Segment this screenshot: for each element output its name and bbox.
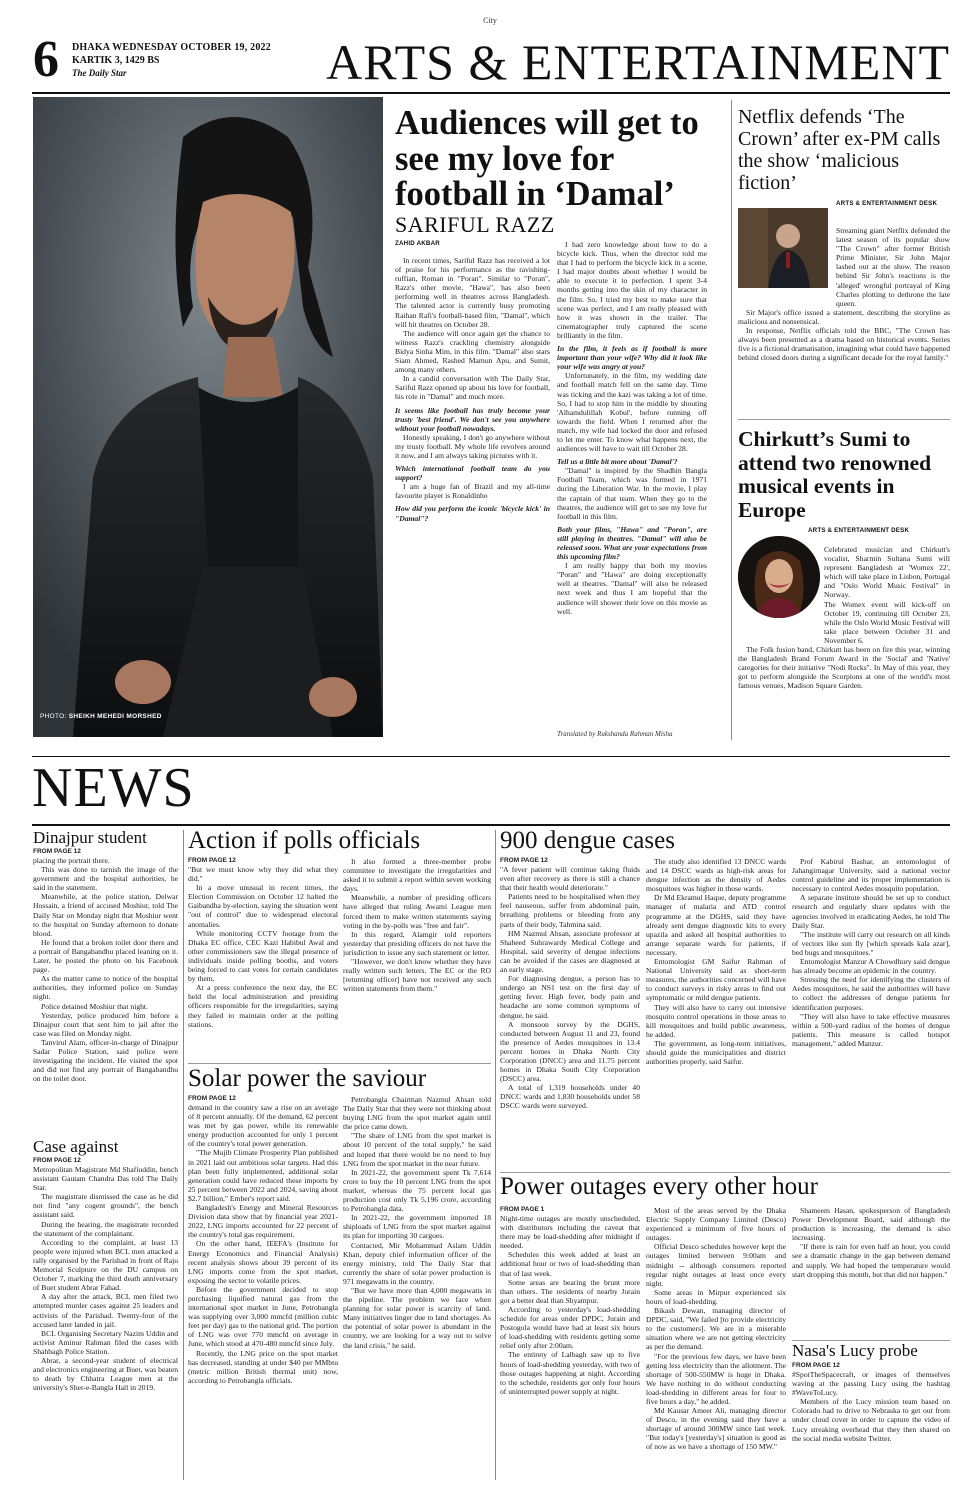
damal-para: "Damal" is inspired by the Shadhin Bangla Football Team, which was formed in 1971 during the Liberation War. In the movie, I play the captain of that team. When they go to the theatres, the audience will get to see my love for football in this film. — [557, 466, 707, 521]
news-para: Entomologist GM Saifur Rahman of National University said as short-term measures, the authorities concerned will have to conduct surveys in risky areas to find out symptomatic or mild dengue patients. — [646, 957, 786, 1003]
news-para: Yesterday, police produced him before a Dinajpur court that sent him to jail after the case was filed on Monday night. — [33, 1010, 178, 1038]
solar-body-col1 — [188, 1095, 338, 1480]
photo-credit — [40, 713, 162, 720]
news-para: According to yesterday's load-shedding schedule for areas under DPDC, Jurain and Postogola would have had at least six hours of load-shedding with residents getting some relief only after 2:00am. — [500, 1304, 640, 1351]
news-para: Police detained Moshiur that night. — [41, 1001, 148, 1011]
dengue-body-col3 — [792, 857, 950, 1167]
news-para: Members of the Lucy mission team based on Colorado had to drive to Nebraska to get out from under cloud cover in order to capture the video of Lucy streaking overhead that they then shared on the social media website Twitter. — [792, 1397, 950, 1443]
news-para: Official Desco schedules however kept the outages limited between 9:00am and midnight -- although consumers reported regular night outages at least once every night. — [646, 1242, 786, 1288]
news-para: Shameem Hasan, spokesperson of Bangladesh Power Development Board, said although the production is increasing, the demand is also increasing. — [792, 1206, 950, 1243]
damal-col1 — [395, 256, 550, 742]
section-title: ARTS & ENTERTAINMENT — [326, 34, 950, 90]
news-para: #SpotTheSpacecraft, or images of themselves waving at the passing Lucy using the hashtag #WaveToLucy. — [792, 1370, 950, 1398]
news-para: "If there is rain for even half an hour, you could see a dramatic change in the gap between demand and supply. We had hoped the temperature would start dropping this month, but that did not happen." — [792, 1242, 950, 1279]
solar-title: Solar power the saviour — [188, 1065, 427, 1092]
news-para: Tanvirul Alam, officer-in-charge of Dinajpur Sadar Police Station, said police were investigating the incident. He visited the spot and did not find any portrait of Bangabandhu on the toilet door. — [33, 1037, 178, 1084]
news-para: A monsoon survey by the DGHS, conducted between August 11 and 23, found the presence of Aedes mosquitoes in 13.4 percent homes in Dhaka North City Corporation (DNCC) area and 11.75 percent homes in Dhaka South City Corporation (DSCC) area. — [500, 1019, 640, 1084]
news-para: Md Kausar Ameer Ali, managing director of Desco, in the evening said they have a shortage of around 300MW since last week. "But today's [yesterday's] situation is good as of now as we have a shortage of 150 MW." — [646, 1406, 786, 1452]
dinajpur-body — [33, 848, 178, 1130]
feature-photo — [33, 97, 383, 737]
from-page: FROM PAGE 1 — [500, 1206, 545, 1213]
news-para: The government, as long-term initiatives, should guide the municipalities and district authorities properly, said Saifur. — [646, 1038, 786, 1067]
column-divider — [183, 830, 184, 1480]
damal-subject: SARIFUL RAZZ — [395, 212, 555, 237]
solar-body-col2 — [343, 1095, 491, 1480]
news-para: "The share of LNG from the spot market is about 10 percent of the total supply," he said and hoped that there would be no need to buy LNG from the spot market in the near future. — [343, 1131, 491, 1168]
damal-para: Unfortunately, in the film, my wedding date and football match fell on the same day. Time was ticking and the kazi was taking a lot of time. So, I had to stop him in the middle by shouting 'Alhamdulillah Kobul', before running off towards the field. When I returned after the match, my wife had locked the door and refused to let me enter. To know what happens next, the audiences will have to wait till October 28. — [557, 371, 707, 454]
polls-body-col1 — [188, 857, 338, 1057]
case-body — [33, 1157, 178, 1477]
damal-question: It seems like football has truly become your trusty 'best friend'. We don't see you anywhere without your football nowadays. — [395, 405, 550, 433]
sumi-para: The Womex event will kick-off on October 19, continuing till October 23, while the Oslo World Music Festival will take place between October 31 and November 6. — [824, 599, 950, 645]
news-para: Meanwhile, a number of presiding officers have alleged that ruling Awami League men forced them to make written statements saying voting in the by-polls was "free and fair". — [343, 893, 491, 930]
damal-headline: Audiences will get to see my love for football in ‘Damal’ — [395, 104, 699, 213]
news-para: Entomologist Manzur A Chowdhury said dengue has already become an epidemic in the country. — [792, 957, 950, 976]
news-para: placing the portrait there. — [33, 856, 110, 865]
news-section-title: NEWS — [32, 757, 195, 819]
actor-portrait-illustration — [33, 97, 383, 737]
news-para: demand in the country saw a rise on an average of 8 percent annually. Of the demand, 62 percent was met by gas power, while its renewable energy production accounted for only 1 percent of the country's total power generation. — [188, 1103, 338, 1149]
column-divider — [731, 100, 732, 740]
from-page: FROM PAGE 12 — [188, 857, 236, 864]
news-para: Meanwhile, at the police station, Delwar Hossain, a friend of accused Moshiur, told The Daily Star on Monday night that Moshiur went to the hospital on Sunday afternoon to donate blood. — [33, 892, 178, 938]
netflix-para: Sir Major's office issued a statement, describing the storyline as malicious and nonsensical. — [738, 307, 950, 326]
news-para: Night-time outages are mostly unscheduled, with distributors including the caveat that there may be load-shedding after midnight if needed. — [500, 1214, 640, 1251]
damal-col2 — [557, 240, 707, 730]
column-divider — [495, 830, 496, 1480]
damal-question: In the film, it feels as if football is more important than your wife? Why did it look like your wife was angry at you? — [557, 344, 707, 372]
news-para: Most of the areas served by the Dhaka Electric Supply Company Limited (Desco) experienced a minimum of five hours of outages. — [646, 1206, 786, 1243]
news-para: "They will also have to take effective measures within a 500-yard radius of the homes of dengue patients. This measure is called hotspot management," added Manzur. — [792, 1011, 950, 1048]
power-body-col3 — [792, 1206, 950, 1334]
news-para: Patients need to be hospitalised when they feel nauseous, suffer from abdominal pain, breathing problems or bleeding from any parts of their body, Tahmina said. — [500, 892, 640, 929]
masthead-rule — [32, 92, 950, 94]
polls-title: Action if polls officials — [188, 827, 421, 854]
news-para: At a press conference the next day, the EC held the local administration and presiding officers responsible for the irregularities, saying they failed to maintain order at the polling stations. — [188, 983, 338, 1029]
news-para: "A fever patient will continue taking fluids even after recovery as there is still a chance that their health would deteriorate." — [500, 865, 640, 893]
news-para: Before the government decided to stop purchasing liquified natural gas from the international spot market in June, Petrobangla was supplying over 3,000 mmcfd (million cubic feet per day) gas to the national grid. The portion of LNG was over 770 mmcfd on average in June, which stood at 470-480 mmcfd since July. — [188, 1284, 338, 1349]
news-para: Some areas are bearing the brunt more than others. The residents of nearby Jurain got a better deal than Shyampur. — [500, 1277, 640, 1305]
damal-question: Tell us a little bit more about 'Damal'? — [557, 457, 678, 467]
damal-para: Honestly speaking, I don't go anywhere without my trusty football. My whole life revolves around it now, and I am always taking pictures with it. — [395, 432, 550, 460]
news-para: A separate institute should be set up to conduct research and regularly share updates with the agencies involved in eradicating Aedes, he told The Daily Star. — [792, 893, 950, 930]
power-title: Power outages every other hour — [500, 1173, 818, 1200]
news-para: While monitoring CCTV footage from the Dhaka EC office, CEC Kazi Habibul Awal and other commissioners saw the illegal presence of individuals inside polling booths, and voters being forced to cast votes for certain candidates by them. — [188, 928, 338, 984]
sumi-para: The Folk fusion band, Chirkutt has been on fire this year, winning the Bangladesh Brand Forum Award in the 'Social' and 'Native' categories for their initiative "Nodi Rocks". In May of this year, they got to perform alongside the Scorpions at one of the world's most famous venues, Madison Square Garden. — [738, 645, 950, 691]
news-para: Recently, the LNG price on the spot market has decreased, standing at under $40 per MMbtu (metric million British thermal unit) now, according to Petrobangla officials. — [188, 1348, 338, 1385]
damal-para: I am a huge fan of Brazil and my all-time favourite player is Ronaldinho — [395, 482, 550, 501]
paper-name: The Daily Star — [72, 68, 127, 78]
damal-question: Which international football team do you support? — [395, 464, 550, 483]
news-para: Petrobangla Chairman Nazmul Ahsan told The Daily Star that they were not thinking about buying LNG from the spot market again until the price came down. — [343, 1095, 491, 1132]
damal-para: I had zero knowledge about how to do a bicycle kick. Thus, when the director told me that I had to perform the bicycle kick in a scene, I had major doubts about whether I would be able to execute it to perfection. I spent 3-4 months getting into the skin of my character in the film. So, I tried my best to make sure that scene was perfect, and I am really pleased with how it was shown in the trailer. The cinematographer truly captured the scene brilliantly in the film. — [557, 240, 707, 340]
news-para: For diagnosing dengue, a person has to undergo an NS1 test on the first day of getting fever. High fever, body pain and headache are some common symptoms of dengue, he said. — [500, 974, 640, 1020]
news-para: The entirety of Lalbagh saw up to five hours of load-shedding yesterday, with two of those outages happening at night. According to the schedule, residents got only four hours of uninterrupted power supply at night. — [500, 1350, 640, 1396]
news-para: Stressing the need for identifying the clusters of Aedes mosquitoes, he said the authorities will have to collect the addresses of dengue patients for identification purposes. — [792, 975, 950, 1012]
news-para: Dr Md Ekramul Haque, deputy programme manager of malaria and ATD control programme at the DGHS, said they have already sent dengue diagnostic kits to every upazila and asked all hospital authorities to arrange separate wards for patients, if necessary. — [646, 893, 786, 957]
news-para: "The institute will carry out research on all kinds of vectors like sun fly [which spreads kala azar], bed bugs and mosquitoes." — [792, 929, 950, 957]
from-page: FROM PAGE 12 — [33, 1157, 81, 1164]
dengue-body-col2 — [646, 857, 786, 1167]
from-page: FROM PAGE 12 — [188, 1095, 236, 1102]
news-para: This was done to tarnish the image of the government and the hospital authorities, he said in the statement. — [33, 865, 178, 893]
damal-translator: Translated by Rukshanda Rahman Misha — [557, 730, 673, 738]
sumi-headline: Chirkutt’s Sumi to attend two renowned musical events in Europe — [738, 427, 932, 522]
damal-question: How did you perform the iconic 'bicycle kick' in "Damal"? — [395, 504, 550, 523]
news-para: "But we have more than 4,000 megawatts in the pipeline. The problem we face when planning for solar power is scarcity of land. Many initiatives linger due to land shortages. As the potential of solar power is abundant in the country, we are looking for a way out to solve the land crisis," he said. — [343, 1285, 491, 1350]
polls-body-col2 — [343, 857, 491, 1057]
news-para: Bikash Dewan, managing director of DPDC, said, "We failed [to provide electricity to the customers]. We are in a miserable situation where we are not getting electricity as per the demand. — [646, 1306, 786, 1352]
news-para: HM Nazmul Ahsan, associate professor at Shaheed Suhrawardy Medical College and Hospital, said severity of dengue infections can be avoided if the cases are diagnosed at an early stage. — [500, 928, 640, 975]
netflix-para: In response, Netflix officials told the BBC, "The Crown has always been presented as a drama based on historical events. Series five is a fictional dramatisation, imagining what could have happened behind closed doors during a significant decade for the royal family." — [738, 326, 950, 363]
netflix-divider — [738, 419, 950, 420]
news-para: "For the previous few days, we have been getting less electricity than the allotment. The shortage of 500-550MW is huge in Dhaka. We have nothing to do without conducting load-shedding in different areas for four to five hours a day," he added. — [646, 1351, 786, 1406]
news-rule — [32, 824, 950, 826]
page-number: 6 — [33, 31, 59, 88]
photo-credit-name: SHEIKH MEHEDI MORSHED — [68, 713, 162, 720]
from-page: FROM PAGE 12 — [792, 1362, 840, 1369]
story-divider — [188, 1063, 491, 1064]
power-body-col2 — [646, 1206, 786, 1484]
news-para: In this regard, Alamgir told reporters yesterday that presiding officers do not have the jurisdiction to issue any such statement or letter. — [343, 929, 491, 957]
bangla-date: KARTIK 3, 1429 BS — [72, 55, 160, 66]
from-page: FROM PAGE 12 — [33, 848, 81, 855]
news-para: In 2021-22, the government imported 18 shiploads of LNG from the spot market against its plan for importing 30 cargoes. — [343, 1213, 491, 1241]
netflix-headline: Netflix defends ‘The Crown’ after ex-PM calls the show ‘malicious fiction’ — [738, 106, 941, 194]
netflix-para: Streaming giant Netflix defended the latest season of its popular show "The Crown" after former British Prime Minister, Sir John Major lashed out at the show. The reason behind Sir John's reactions is the 'alleged' wrongful portrayal of King Charles plotting to dethrone the late queen. — [836, 226, 950, 308]
damal-question: Both your films, "Hawa" and "Poran", are still playing in theatres. "Damal" will also be released soon. What are your expectations from this upcoming film? — [557, 524, 707, 562]
from-page: FROM PAGE 12 — [500, 857, 548, 864]
news-para: Prof Kabirul Bashar, an entomologist of Jahangirnagar University, said a national vector control guideline and its proper implementation is necessary to control Aedes mosquito population. — [792, 857, 950, 894]
news-para: "But we must know why they did what they did." — [188, 865, 338, 884]
nasa-body — [792, 1362, 950, 1482]
dengue-title: 900 dengue cases — [500, 827, 675, 854]
netflix-body — [738, 226, 950, 411]
sumi-para: Celebrated musician and Chirkutt's vocalist, Sharmin Sultana Sumi will represent Bangladesh at 'Womex 22', which will take place in Lisbon, Portugal and "Oslo World Music Festival" in Norway. — [824, 545, 950, 600]
news-para: In a move unusual in recent times, the Election Commission on October 12 halted the Gaibandha by-election, saying the situation went "out of control" due to widespread electoral anomalies. — [188, 883, 338, 929]
photo-credit-label: PHOTO: — [40, 713, 67, 720]
netflix-desk: ARTS & ENTERTAINMENT DESK — [836, 200, 938, 207]
news-para: A day after the attack, BCL men filed two attempted murder cases against 25 leaders and activists of the Parishad. Twenty-four of the accused later landed in jail. — [33, 1292, 178, 1329]
damal-para: The audience will once again get the chance to witness Razz's crackling chemistry alongside Bidya Sinha Mim, in this film. "Damal" also stars Siam Ahmed, Rashed Mamun Apu, and Sumit, among many others. — [395, 328, 550, 375]
dengue-body-col1 — [500, 857, 640, 1167]
sumi-desk: ARTS & ENTERTAINMENT DESK — [808, 527, 910, 534]
damal-para: In a candid conversation with The Daily Star, Sariful Razz opened up about his love for football, his role in "Damal" and much more. — [395, 374, 550, 402]
news-para: "The Mujib Climate Prosperity Plan published in 2021 laid out ambitious solar targets. Had this plan been fully implemented, additional solar generation could have reduced these imports by 25 percent between 2022 and 2024, saving about $2.7 billion," Ember's report said. — [188, 1148, 338, 1203]
news-para: In 2021-22, the government spent Tk 7,614 crore to buy the 10 percent LNG from the spot market, whereas the 75 percent local gas production cost only Tk 5,196 crore, according to Petrobangla data. — [343, 1167, 491, 1214]
power-body-col1 — [500, 1206, 640, 1484]
news-para: A total of 1,319 households under 40 DNCC wards and 1,830 households under 58 DSCC wards were surveyed. — [500, 1083, 640, 1111]
news-para: Metropolitan Magistrate Md Shafiuddin, bench assistant Gautam Chandra Das told The Daily Star. — [33, 1165, 178, 1193]
section-label-top: City — [483, 16, 497, 25]
damal-para: I am really happy that both my movies "Poran" and "Hawa" are doing exceptionally well at theatres. "Damal" will also be released next week and thus I am hopeful that the audience will shower their love on this movie as well. — [557, 561, 707, 616]
news-para: He found that a broken toilet door there and a portrait of Bangabandhu placed leaning on it. Later, he posted the photo on his Facebook page. — [33, 937, 178, 975]
news-para: "However, we don't know whether they have really written such letters. The EC or the RO [returning officer] have not received any such written statements from them." — [343, 957, 491, 994]
damal-para: In recent times, Sariful Razz has received a lot of praise for his performance as the ravishing-ruffian, Roman in "Poran". Similar to "Poran", Razz's other movie, "Hawa", has also been performing well in theatres across Bangladesh. The talented actor is currently busy promoting Raihan Rafi's football-based film, "Damal", which will hit theatres on October 28. — [395, 256, 550, 329]
date-line: DHAKA WEDNESDAY OCTOBER 19, 2022 — [72, 42, 271, 53]
news-para: On the other hand, IEEFA's (Institute for Energy Economics and Financial Analysis) recent analysis shows about 39 percent of its LNG imports come from the spot market, exposing the sector to volatile prices. — [188, 1239, 338, 1285]
news-para: As the matter came to notice of the hospital authorities, they informed police on Sunday night. — [33, 974, 178, 1002]
news-para: The magistrate dismissed the case as he did not find "any cogent grounds", the bench assistant said. — [33, 1192, 178, 1220]
news-para: The study also identified 13 DNCC wards and 14 DSCC wards as high-risk areas for dengue infection as the density of Aedes mosquitoes was higher in those wards. — [646, 857, 786, 894]
news-para: Bangladesh's Energy and Mineral Resources Division data show that by financial year 2021-2022, LNG imports accounted for 22 percent of the country's total gas requirement. — [188, 1203, 338, 1240]
news-para: Some areas in Mirpur experienced six hours of load-shedding. — [646, 1287, 786, 1306]
news-para: During the hearing, the magistrate recorded the statement of the complainant. — [33, 1219, 178, 1238]
dinajpur-title: Dinajpur student — [33, 828, 147, 847]
case-title: Case against — [33, 1137, 119, 1156]
news-para: Abrar, a second-year student of electrical and electronics engineering at Buet, was beaten to death by Chhatra League men at the university's Sher-e-Bangla Hall in 2019. — [33, 1355, 178, 1393]
nasa-title: Nasa's Lucy probe — [792, 1341, 918, 1360]
sumi-body — [738, 545, 950, 740]
damal-author: ZAHID AKBAR — [395, 240, 440, 247]
news-para: It also formed a three-member probe committee to investigate the irregularities and asked it to submit a report within seven working days. — [343, 857, 491, 894]
news-para: Contacted, Mir Mohammad Aslam Uddin Khan, deputy chief information officer of the energy ministry, told The Daily Star that currently the share of solar power production is 971 megawatts in the country. — [343, 1240, 491, 1286]
news-para: They will also have to carry out intensive mosquito control operations in those areas to kill mosquitoes and build public awareness, he added. — [646, 1002, 786, 1039]
news-para: According to the complaint, at least 13 people were injured when BCL men attacked a rally organised by the Parishad in front of Raju Memorial Sculpture on the DU campus on October 7, marking the third death anniversary of Buet student Abrar Fahad. — [33, 1237, 178, 1293]
news-para: BCL Organising Secretary Nazim Uddin and activist Aminur Rahman filed the cases with Shahbagh Police Station. — [33, 1328, 178, 1356]
news-para: Schedules this week added at least an additional hour or two of load-shedding than that of last week. — [500, 1250, 640, 1278]
